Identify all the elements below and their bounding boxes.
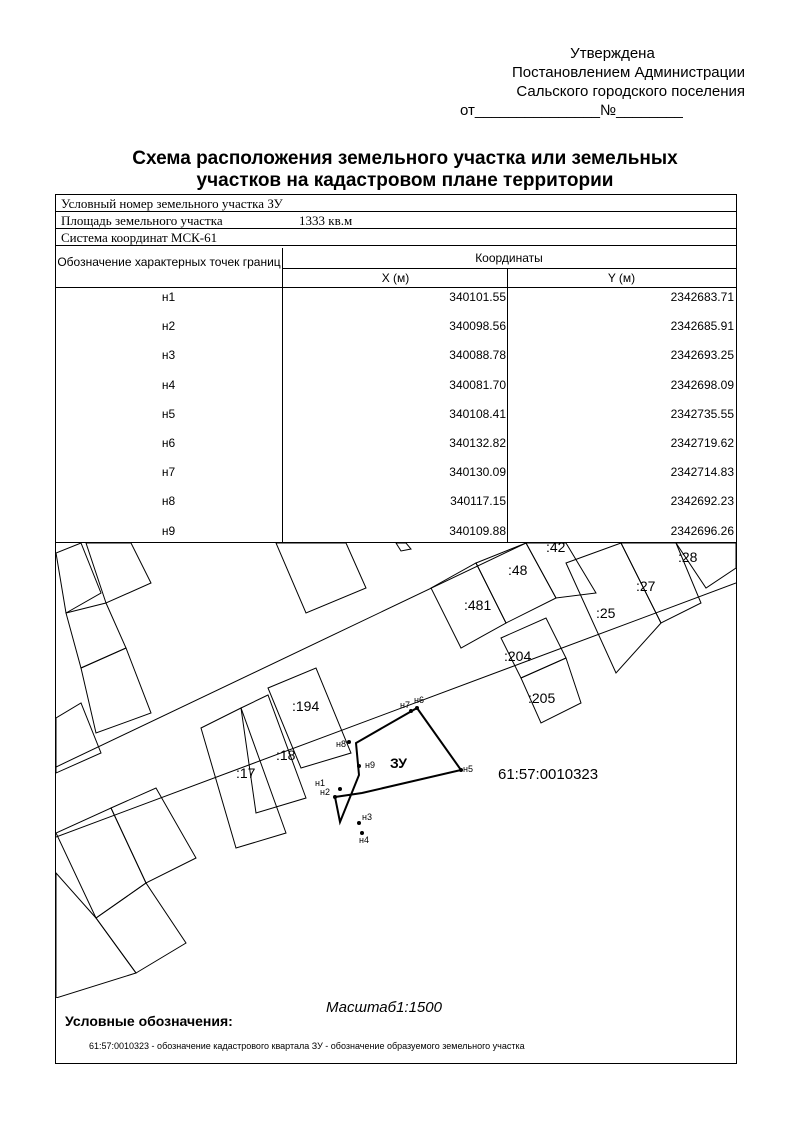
coord-cell-x: 340108.41 [449,406,506,421]
map-label: :27 [636,578,656,594]
coord-cell-x: 340109.88 [449,523,506,538]
zu-label: ЗУ [390,755,407,771]
approval-line-3: Сальского городского поселения [516,83,745,100]
approval-line-2: Постановлением Администрации [511,64,745,81]
cadastral-map [56,543,736,998]
coord-cell-y: 2342692.23 [670,494,734,509]
coord-cell-y: 2342683.71 [670,290,734,304]
map-label: :28 [678,549,698,565]
map-label: :205 [528,690,556,706]
coord-cell-x: 340130.09 [449,465,506,480]
conditional-number: Условный номер земельного участка ЗУ [56,195,736,212]
coord-cell-point: н3 [161,348,176,363]
title-line-1: Схема расположения земельного участка или земельных [132,148,678,169]
scheme-frame [55,194,737,1064]
map-label: :42 [546,543,566,555]
map-label: :18 [276,747,296,763]
coord-cell-x: 340132.82 [449,436,506,450]
coord-cell-x: 340101.55 [449,290,506,304]
coord-cell-y: 2342735.55 [670,406,734,421]
coord-cell-y: 2342714.83 [670,465,734,480]
map-label: :194 [292,698,320,714]
coord-cell-point: н8 [161,494,176,509]
point-label: н3 [362,812,372,822]
document-title [60,148,750,192]
point-label: н2 [320,787,330,797]
map-scale: Масштаб1:1500 [326,999,442,1016]
coord-cell-y: 2342693.25 [670,348,734,363]
coord-cell-y: 2342685.91 [670,319,734,334]
point-column-header: Обозначение характерных точек границ [57,255,281,269]
coordinates-header: Координаты [475,251,543,265]
quarter-label: 61:57:0010323 [498,766,599,783]
coord-cell-point: н9 [161,523,176,538]
map-label: :48 [508,562,528,578]
point-label: н5 [463,764,473,774]
area-label: Площадь земельного участка [61,213,223,228]
title-line-2: участков на кадастровом плане территории [196,170,614,191]
coord-cell-x: 340081.70 [449,377,506,392]
point-label: н9 [365,760,375,770]
header-bottom-line [56,287,736,288]
coord-cell-point: н2 [161,319,176,334]
approval-line-4: от_______________№________ [460,102,683,119]
coord-cell-y: 2342719.62 [670,436,734,450]
map-label: :481 [464,597,492,613]
map-label: :25 [596,605,616,621]
coord-cell-y: 2342696.26 [670,523,734,538]
legend-title: Условные обозначения: [65,1013,233,1029]
point-label: н7 [400,700,410,710]
map-label: :17 [236,765,256,781]
y-column-header: Y (м) [607,271,636,285]
point-label: н4 [359,835,369,845]
approval-line-1: Утверждена [570,45,655,62]
point-label: н1 [315,778,325,788]
header-divider [283,268,736,269]
area-row [56,212,736,229]
area-value: 1333 кв.м [299,213,353,228]
coord-cell-point: н1 [161,290,176,304]
coord-cell-point: н7 [161,465,176,480]
coordinate-system: Система координат МСК-61 [56,229,736,246]
coord-cell-x: 340088.78 [449,348,506,363]
coord-cell-x: 340098.56 [449,319,506,334]
map-label: :204 [504,648,532,664]
x-column-header: X (м) [381,271,410,285]
approval-stamp [460,44,745,120]
column-divider-1 [282,248,283,543]
coord-cell-x: 340117.15 [450,494,506,509]
coord-cell-y: 2342698.09 [670,377,734,392]
coord-cell-point: н6 [161,436,176,450]
coord-cell-point: н4 [161,377,176,392]
legend-text: 61:57:0010323 - обозначение кадастрового квартала ЗУ - обозначение образуемого земельного участка [89,1041,525,1051]
point-label: н6 [414,695,424,705]
point-label: н8 [336,739,346,749]
coord-cell-point: н5 [161,406,176,421]
